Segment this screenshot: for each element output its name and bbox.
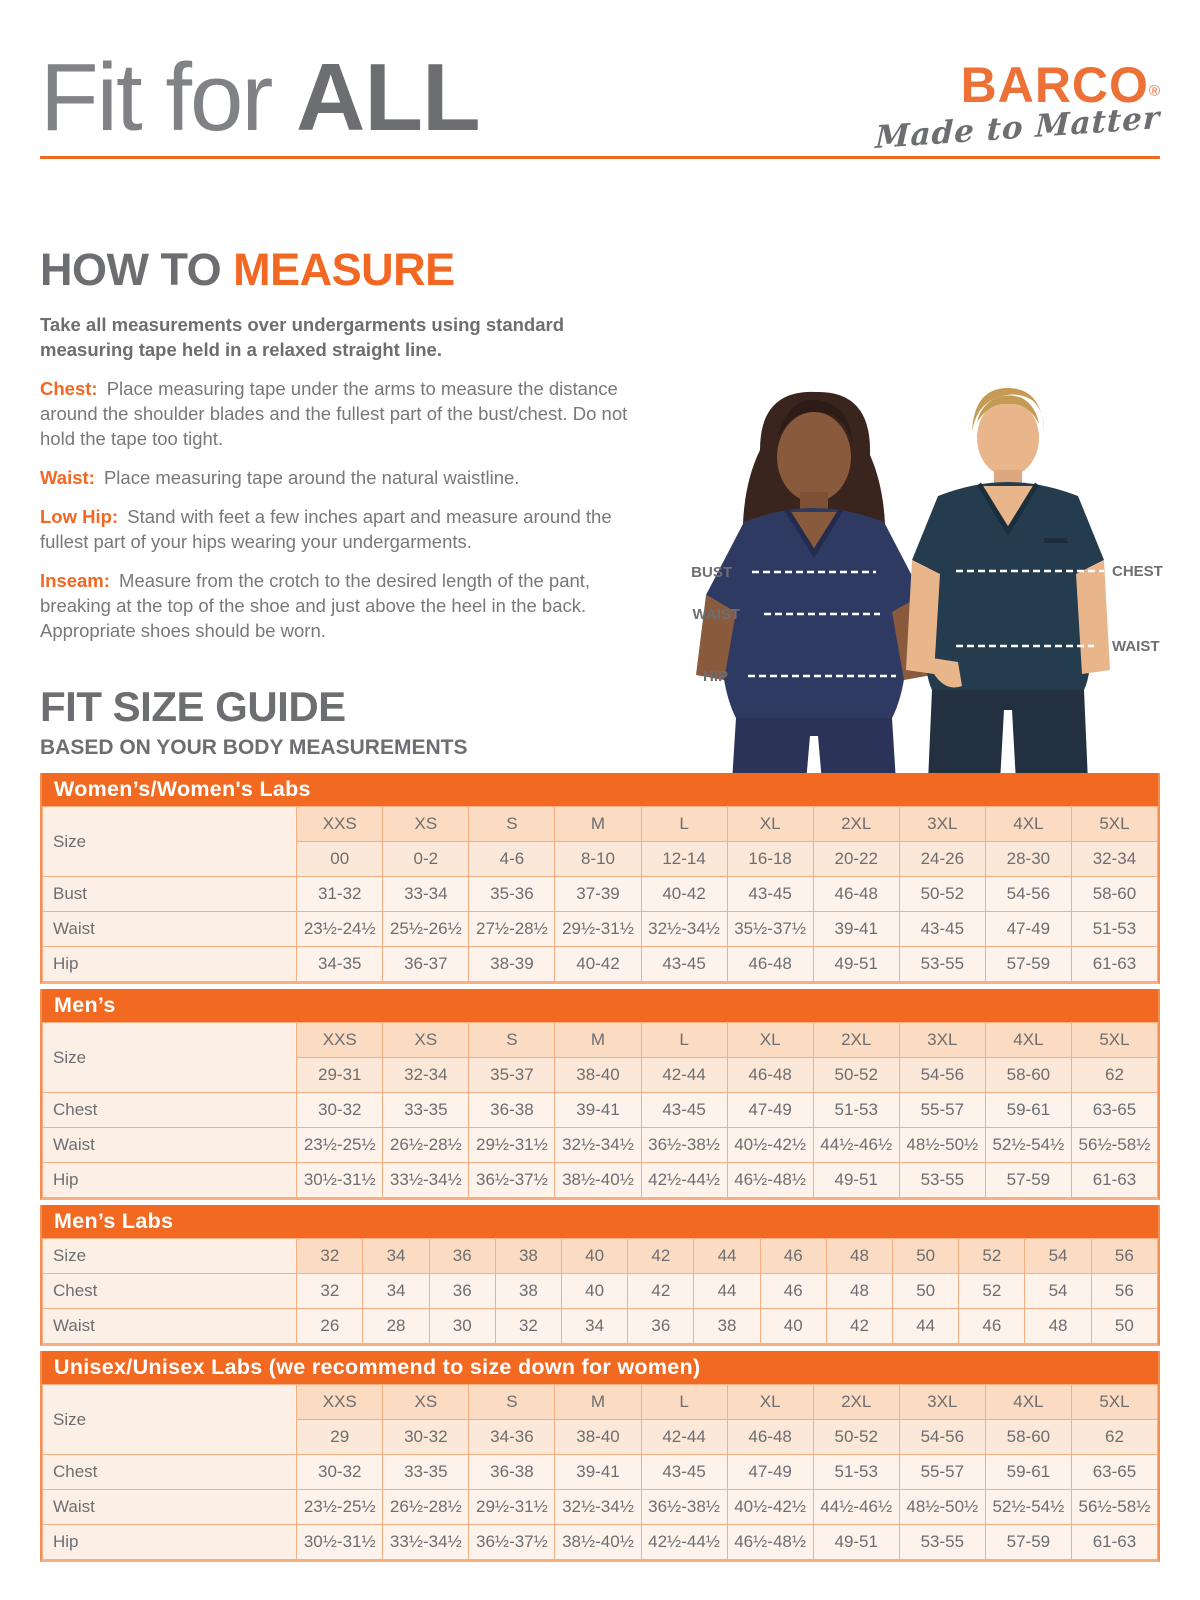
size-row-label: Size (43, 1023, 297, 1093)
measure-item (40, 465, 635, 490)
bust-label: BUST (691, 564, 732, 581)
size-col-header: 54 (1025, 1239, 1091, 1274)
size-number-cell: 58-60 (985, 1420, 1071, 1455)
measurement-value-cell: 42½-44½ (641, 1525, 727, 1560)
measurement-value-cell: 61-63 (1071, 1163, 1157, 1198)
measurement-value-cell: 30-32 (297, 1093, 383, 1128)
size-table-section (40, 1351, 1160, 1562)
measurement-value-cell: 33½-34½ (383, 1163, 469, 1198)
size-col-header: 38 (495, 1239, 561, 1274)
size-col-header: 36 (429, 1239, 495, 1274)
measurement-value-cell: 38 (495, 1274, 561, 1309)
size-number-cell: 32-34 (1071, 842, 1157, 877)
measurement-value-cell: 50 (1091, 1309, 1157, 1344)
size-number-cell: 29-31 (297, 1058, 383, 1093)
heading-accent-part: MEASURE (233, 244, 455, 295)
measurement-value-cell: 53-55 (899, 1163, 985, 1198)
size-col-header: 2XL (813, 1385, 899, 1420)
measurement-row-label: Waist (43, 1128, 297, 1163)
measurement-value-cell: 47-49 (727, 1455, 813, 1490)
size-col-header: XS (383, 1385, 469, 1420)
size-tables (40, 773, 1160, 1562)
size-table-section (40, 989, 1160, 1200)
size-number-cell: 16-18 (727, 842, 813, 877)
measurement-value-cell: 50 (893, 1274, 959, 1309)
size-col-header: XS (383, 807, 469, 842)
page-title-bold: ALL (296, 44, 480, 151)
table-title-band: Unisex/Unisex Labs (we recommend to size down for women) (42, 1351, 1158, 1384)
measure-item-text: Place measuring tape around the natural waistline. (98, 467, 520, 488)
size-col-header: 56 (1091, 1239, 1157, 1274)
measurement-value-cell: 43-45 (641, 947, 727, 982)
measurement-value-cell: 36 (628, 1309, 694, 1344)
size-col-header: 52 (959, 1239, 1025, 1274)
measure-item (40, 376, 635, 451)
measurement-value-cell: 56 (1091, 1274, 1157, 1309)
size-number-cell: 8-10 (555, 842, 641, 877)
measurement-value-cell: 53-55 (899, 947, 985, 982)
size-col-header: 4XL (985, 1023, 1071, 1058)
size-number-cell: 62 (1071, 1058, 1157, 1093)
measurement-row-label: Chest (43, 1274, 297, 1309)
fit-size-guide-section (40, 684, 1160, 1562)
measurement-value-cell: 52½-54½ (985, 1490, 1071, 1525)
size-col-header: 5XL (1071, 1023, 1157, 1058)
size-col-header: XXS (297, 1385, 383, 1420)
measurement-value-cell: 54 (1025, 1274, 1091, 1309)
measure-instructions (40, 376, 635, 643)
measurement-value-cell: 63-65 (1071, 1093, 1157, 1128)
how-to-measure-heading (40, 246, 635, 294)
measurement-value-cell: 46½-48½ (727, 1163, 813, 1198)
measure-intro: Take all measurements over undergarments using standard measuring tape held in a relaxed straight line. (40, 314, 564, 360)
measurement-value-cell: 27½-28½ (469, 912, 555, 947)
measurement-value-cell: 46-48 (727, 947, 813, 982)
measurement-value-cell: 58-60 (1071, 877, 1157, 912)
measurement-row-label: Waist (43, 1309, 297, 1344)
measurement-row-label: Chest (43, 1455, 297, 1490)
size-number-cell: 54-56 (899, 1058, 985, 1093)
size-col-header: XS (383, 1023, 469, 1058)
measurement-value-cell: 50-52 (899, 877, 985, 912)
size-col-header: 3XL (899, 807, 985, 842)
measurement-value-cell: 52 (959, 1274, 1025, 1309)
measurement-value-cell: 49-51 (813, 1525, 899, 1560)
measurement-row-label: Hip (43, 1525, 297, 1560)
measurement-value-cell: 47-49 (727, 1093, 813, 1128)
page-title (40, 44, 480, 151)
measurement-value-cell: 30 (429, 1309, 495, 1344)
measurement-value-cell: 44 (694, 1274, 760, 1309)
size-number-cell: 54-56 (899, 1420, 985, 1455)
measurement-value-cell: 32 (495, 1309, 561, 1344)
table-title-band: Men’s Labs (42, 1205, 1158, 1238)
brand-wordmark: BARCO (960, 57, 1149, 113)
measurement-value-cell: 55-57 (899, 1455, 985, 1490)
measurement-value-cell: 38 (694, 1309, 760, 1344)
measurement-value-cell: 48½-50½ (899, 1490, 985, 1525)
measure-item-label: Inseam: (40, 570, 110, 591)
measurement-value-cell: 43-45 (641, 1455, 727, 1490)
measurement-row-label: Waist (43, 912, 297, 947)
measurement-value-cell: 34-35 (297, 947, 383, 982)
measurement-row-label: Bust (43, 877, 297, 912)
size-number-cell: 30-32 (383, 1420, 469, 1455)
measurement-value-cell: 47-49 (985, 912, 1071, 947)
measurement-value-cell: 28 (363, 1309, 429, 1344)
size-col-header: 3XL (899, 1023, 985, 1058)
measure-item-text: Measure from the crotch to the desired length of the pant, breaking at the top of the shoe and just above the heel in the back. Appropriate shoes should be worn. (40, 570, 591, 641)
size-number-cell: 28-30 (985, 842, 1071, 877)
size-number-cell: 00 (297, 842, 383, 877)
size-col-header: 3XL (899, 1385, 985, 1420)
measurement-value-cell: 46 (959, 1309, 1025, 1344)
size-col-header: 50 (893, 1239, 959, 1274)
measurement-value-cell: 42½-44½ (641, 1163, 727, 1198)
measurement-value-cell: 35-36 (469, 877, 555, 912)
measurement-value-cell: 57-59 (985, 947, 1071, 982)
size-col-header: S (469, 1023, 555, 1058)
size-col-header: 4XL (985, 1385, 1071, 1420)
size-col-header: L (641, 1023, 727, 1058)
measurement-value-cell: 36½-37½ (469, 1525, 555, 1560)
measurement-value-cell: 54-56 (985, 877, 1071, 912)
size-number-cell: 42-44 (641, 1420, 727, 1455)
fit-size-guide-heading: FIT SIZE GUIDE (40, 683, 346, 730)
measurement-value-cell: 36-38 (469, 1093, 555, 1128)
measurement-value-cell: 61-63 (1071, 947, 1157, 982)
measurement-value-cell: 48 (826, 1274, 892, 1309)
size-col-header: 32 (297, 1239, 363, 1274)
measurement-value-cell: 46-48 (813, 877, 899, 912)
measurement-value-cell: 36½-37½ (469, 1163, 555, 1198)
size-table (42, 1238, 1158, 1344)
measurement-row-label: Waist (43, 1490, 297, 1525)
measure-item-label: Waist: (40, 467, 95, 488)
measurement-value-cell: 23½-25½ (297, 1490, 383, 1525)
measurement-value-cell: 43-45 (641, 1093, 727, 1128)
measurement-value-cell: 57-59 (985, 1163, 1071, 1198)
fit-size-guide-subheading: BASED ON YOUR BODY MEASUREMENTS (40, 736, 468, 759)
measurement-value-cell: 36-38 (469, 1455, 555, 1490)
size-col-header: 2XL (813, 807, 899, 842)
measurement-value-cell: 26½-28½ (383, 1490, 469, 1525)
table-title-band: Women’s/Women's Labs (42, 773, 1158, 806)
measurement-value-cell: 36½-38½ (641, 1128, 727, 1163)
measure-item (40, 568, 635, 643)
how-to-measure-section (40, 246, 635, 643)
size-col-header: 48 (826, 1239, 892, 1274)
size-number-cell: 32-34 (383, 1058, 469, 1093)
measurement-value-cell: 56½-58½ (1071, 1490, 1157, 1525)
chest-label: CHEST (1112, 563, 1163, 580)
size-col-header: M (555, 1385, 641, 1420)
size-number-cell: 58-60 (985, 1058, 1071, 1093)
measurement-value-cell: 40½-42½ (727, 1490, 813, 1525)
measurement-value-cell: 23½-25½ (297, 1128, 383, 1163)
size-number-cell: 24-26 (899, 842, 985, 877)
measurement-value-cell: 44½-46½ (813, 1490, 899, 1525)
hip-label: HIP (702, 668, 728, 685)
measurement-value-cell: 30½-31½ (297, 1525, 383, 1560)
size-col-header: XXS (297, 807, 383, 842)
measurement-value-cell: 32½-34½ (555, 1490, 641, 1525)
measurement-value-cell: 32½-34½ (641, 912, 727, 947)
size-col-header: L (641, 1385, 727, 1420)
measurement-value-cell: 36-37 (383, 947, 469, 982)
measurement-value-cell: 26½-28½ (383, 1128, 469, 1163)
size-col-header: M (555, 1023, 641, 1058)
measurement-value-cell: 30½-31½ (297, 1163, 383, 1198)
measurement-value-cell: 57-59 (985, 1525, 1071, 1560)
size-number-cell: 29 (297, 1420, 383, 1455)
page-title-regular: Fit for (40, 44, 297, 151)
measurement-value-cell: 29½-31½ (469, 1128, 555, 1163)
measurement-value-cell: 43-45 (727, 877, 813, 912)
size-col-header: 46 (760, 1239, 826, 1274)
measurement-value-cell: 55-57 (899, 1093, 985, 1128)
size-number-cell: 50-52 (813, 1420, 899, 1455)
measurement-value-cell: 42 (826, 1309, 892, 1344)
measurement-value-cell: 56½-58½ (1071, 1128, 1157, 1163)
measurement-value-cell: 59-61 (985, 1093, 1071, 1128)
measurement-value-cell: 51-53 (1071, 912, 1157, 947)
measurement-value-cell: 43-45 (899, 912, 985, 947)
size-col-header: 40 (562, 1239, 628, 1274)
measure-item-text: Stand with feet a few inches apart and measure around the fullest part of your hips wearing your undergarments. (40, 506, 612, 552)
size-row-label: Size (43, 1385, 297, 1455)
size-table-section (40, 1205, 1160, 1346)
measurement-value-cell: 40-42 (641, 877, 727, 912)
size-table-section (40, 773, 1160, 984)
size-table (42, 806, 1158, 982)
size-number-cell: 38-40 (555, 1420, 641, 1455)
table-title-band: Men’s (42, 989, 1158, 1022)
measurement-value-cell: 29½-31½ (555, 912, 641, 947)
measurement-row-label: Hip (43, 947, 297, 982)
measurement-value-cell: 61-63 (1071, 1525, 1157, 1560)
brand-tagline: Made to Matter (874, 99, 1161, 157)
measurement-value-cell: 51-53 (813, 1455, 899, 1490)
size-row-label: Size (43, 807, 297, 877)
size-number-cell: 42-44 (641, 1058, 727, 1093)
measurement-value-cell: 29½-31½ (469, 1490, 555, 1525)
measure-item (40, 504, 635, 554)
size-col-header: 5XL (1071, 807, 1157, 842)
measurement-value-cell: 42 (628, 1274, 694, 1309)
measure-item-text: Place measuring tape under the arms to measure the distance around the shoulder blades and the fullest part of the bust/chest. Do not hold the tape too tight. (40, 378, 628, 449)
measure-item-label: Low Hip: (40, 506, 119, 527)
woman-waist-label: WAIST (692, 606, 740, 623)
size-col-header: XL (727, 1023, 813, 1058)
measurement-value-cell: 46 (760, 1274, 826, 1309)
measurement-value-cell: 30-32 (297, 1455, 383, 1490)
size-col-header: 44 (694, 1239, 760, 1274)
measurement-value-cell: 48½-50½ (899, 1128, 985, 1163)
measurement-value-cell: 35½-37½ (727, 912, 813, 947)
size-number-cell: 46-48 (727, 1420, 813, 1455)
size-number-cell: 35-37 (469, 1058, 555, 1093)
size-col-header: L (641, 807, 727, 842)
measurement-value-cell: 38-39 (469, 947, 555, 982)
measurement-value-cell: 40-42 (555, 947, 641, 982)
measurement-value-cell: 44 (893, 1309, 959, 1344)
measurement-value-cell: 48 (1025, 1309, 1091, 1344)
header-divider (40, 156, 1160, 159)
size-number-cell: 62 (1071, 1420, 1157, 1455)
size-col-header: 4XL (985, 807, 1071, 842)
size-number-cell: 38-40 (555, 1058, 641, 1093)
measurement-value-cell: 36½-38½ (641, 1490, 727, 1525)
man-waist-label: WAIST (1112, 638, 1160, 655)
measurement-value-cell: 32 (297, 1274, 363, 1309)
measurement-value-cell: 40½-42½ (727, 1128, 813, 1163)
measurement-row-label: Chest (43, 1093, 297, 1128)
measurement-value-cell: 40 (760, 1309, 826, 1344)
size-number-cell: 12-14 (641, 842, 727, 877)
size-col-header: XL (727, 807, 813, 842)
measurement-value-cell: 37-39 (555, 877, 641, 912)
measure-item-label: Chest: (40, 378, 98, 399)
measurement-value-cell: 34 (363, 1274, 429, 1309)
measurement-value-cell: 33½-34½ (383, 1525, 469, 1560)
measurement-value-cell: 39-41 (813, 912, 899, 947)
measurement-value-cell: 39-41 (555, 1093, 641, 1128)
measurement-value-cell: 39-41 (555, 1455, 641, 1490)
measurement-value-cell: 52½-54½ (985, 1128, 1071, 1163)
measurement-value-cell: 63-65 (1071, 1455, 1157, 1490)
measurement-value-cell: 33-35 (383, 1093, 469, 1128)
size-table (42, 1022, 1158, 1198)
measurement-value-cell: 53-55 (899, 1525, 985, 1560)
measurement-value-cell: 59-61 (985, 1455, 1071, 1490)
measurement-value-cell: 44½-46½ (813, 1128, 899, 1163)
measurement-value-cell: 33-35 (383, 1455, 469, 1490)
measurement-value-cell: 23½-24½ (297, 912, 383, 947)
size-table (42, 1384, 1158, 1560)
measurement-value-cell: 32½-34½ (555, 1128, 641, 1163)
measurement-value-cell: 38½-40½ (555, 1163, 641, 1198)
size-col-header: 5XL (1071, 1385, 1157, 1420)
page-header (40, 44, 1161, 157)
size-col-header: M (555, 807, 641, 842)
measurement-value-cell: 49-51 (813, 947, 899, 982)
size-number-cell: 4-6 (469, 842, 555, 877)
size-col-header: XL (727, 1385, 813, 1420)
measurement-value-cell: 36 (429, 1274, 495, 1309)
size-number-cell: 50-52 (813, 1058, 899, 1093)
size-col-header: S (469, 807, 555, 842)
measurement-value-cell: 34 (562, 1309, 628, 1344)
heading-gray-part: HOW TO (40, 244, 234, 295)
measurement-value-cell: 46½-48½ (727, 1525, 813, 1560)
size-number-cell: 46-48 (727, 1058, 813, 1093)
size-col-header: 2XL (813, 1023, 899, 1058)
registered-mark: ® (1148, 82, 1160, 100)
measurement-value-cell: 49-51 (813, 1163, 899, 1198)
measurement-value-cell: 51-53 (813, 1093, 899, 1128)
measurement-value-cell: 25½-26½ (383, 912, 469, 947)
size-number-cell: 0-2 (383, 842, 469, 877)
size-row-label: Size (43, 1239, 297, 1274)
measurement-row-label: Hip (43, 1163, 297, 1198)
measurement-value-cell: 38½-40½ (555, 1525, 641, 1560)
size-col-header: 42 (628, 1239, 694, 1274)
measurement-value-cell: 40 (562, 1274, 628, 1309)
size-number-cell: 34-36 (469, 1420, 555, 1455)
brand-name (875, 57, 1160, 113)
measurement-value-cell: 26 (297, 1309, 363, 1344)
size-number-cell: 20-22 (813, 842, 899, 877)
size-col-header: 34 (363, 1239, 429, 1274)
measurement-value-cell: 31-32 (297, 877, 383, 912)
size-col-header: XXS (297, 1023, 383, 1058)
size-col-header: S (469, 1385, 555, 1420)
brand-logo (874, 57, 1161, 157)
measurement-value-cell: 33-34 (383, 877, 469, 912)
